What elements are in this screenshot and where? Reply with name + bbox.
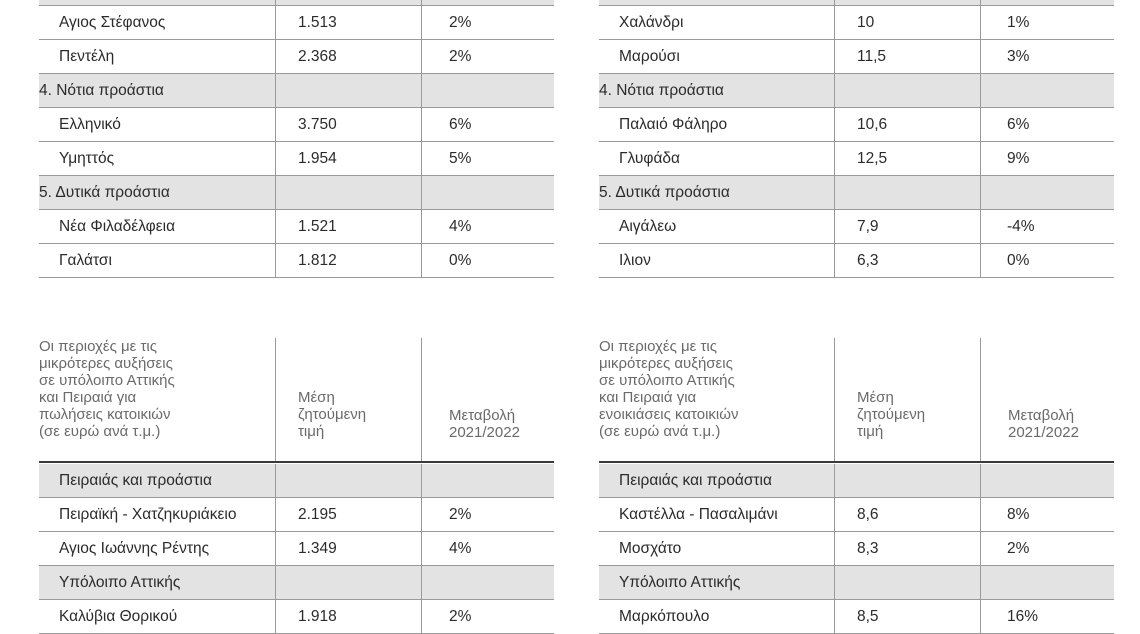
table-row	[39, 532, 554, 566]
area-cell: Μοσχάτο	[619, 539, 682, 557]
price-cell: 7,9	[834, 210, 980, 243]
table-row	[39, 244, 554, 278]
change-cell: 6%	[421, 108, 554, 141]
section-row	[39, 566, 554, 600]
section-row	[599, 464, 1114, 498]
table-row	[39, 6, 554, 40]
section-label: 5. Δυτικά προάστια	[599, 183, 730, 201]
area-cell: Γλυφάδα	[619, 149, 680, 167]
section-label: Υπόλοιπο Αττικής	[59, 573, 181, 591]
table-body	[599, 6, 1114, 278]
change-cell: 9%	[980, 142, 1114, 175]
section-label: 4. Νότια προάστια	[599, 81, 724, 99]
section-label: 5. Δυτικά προάστια	[39, 183, 170, 201]
table-row	[599, 532, 1114, 566]
area-cell: Πειραϊκή - Χατζηκυριάκειο	[59, 505, 237, 523]
price-cell: 12,5	[834, 142, 980, 175]
change-cell: 2%	[421, 6, 554, 39]
area-cell: Αιγάλεω	[619, 217, 677, 235]
price-cell: 6,3	[834, 244, 980, 277]
table-row	[599, 498, 1114, 532]
change-cell: 4%	[421, 532, 554, 565]
section-row	[39, 176, 554, 210]
table-row	[39, 142, 554, 176]
table-row	[599, 108, 1114, 142]
price-cell: 3.750	[275, 108, 421, 141]
table-header	[599, 338, 1114, 463]
section-label: 4. Νότια προάστια	[39, 81, 164, 99]
price-cell: 8,5	[834, 600, 980, 633]
price-cell: 1.812	[275, 244, 421, 277]
section-row	[599, 176, 1114, 210]
table-row	[39, 40, 554, 74]
area-cell: Αγιος Στέφανος	[59, 13, 166, 31]
area-cell: Νέα Φιλαδέλφεια	[59, 217, 176, 235]
price-cell: 1.513	[275, 6, 421, 39]
table-row	[599, 6, 1114, 40]
price-cell: 2.195	[275, 498, 421, 531]
change-cell: 4%	[421, 210, 554, 243]
change-cell: 2%	[421, 40, 554, 73]
area-cell: Παλαιό Φάληρο	[619, 115, 728, 133]
section-row	[599, 74, 1114, 108]
bottom-left-table	[39, 338, 554, 634]
table-row	[599, 40, 1114, 74]
change-cell: 3%	[980, 40, 1114, 73]
table-row	[599, 142, 1114, 176]
table-title: Οι περιοχές με τις μικρότερες αυξήσεις σε υπόλοιπο Αττικής και Πειραιά για ενοικιάσεις κατοικιών (σε ευρώ ανά τ.μ.)	[599, 338, 739, 440]
table-row	[39, 600, 554, 634]
change-cell: 8%	[980, 498, 1114, 531]
section-label: Πειραιάς και προάστια	[619, 471, 772, 489]
price-cell: 11,5	[834, 40, 980, 73]
table-row	[599, 600, 1114, 634]
table-row	[39, 210, 554, 244]
price-cell: 8,6	[834, 498, 980, 531]
price-cell: 1.521	[275, 210, 421, 243]
bottom-right-table	[599, 338, 1114, 634]
change-cell: 0%	[421, 244, 554, 277]
change-cell: -4%	[980, 210, 1114, 243]
change-cell: 0%	[980, 244, 1114, 277]
section-row	[39, 74, 554, 108]
change-cell: 2%	[421, 498, 554, 531]
table-row	[39, 108, 554, 142]
change-cell: 5%	[421, 142, 554, 175]
area-cell: Ιλιον	[619, 251, 651, 269]
area-cell: Καλύβια Θορικού	[59, 607, 178, 625]
area-cell: Μαρούσι	[619, 47, 680, 65]
area-cell: Αγιος Ιωάννης Ρέντης	[59, 539, 210, 557]
section-row	[39, 464, 554, 498]
table-row	[599, 210, 1114, 244]
table-body	[39, 6, 554, 278]
change-cell: 2%	[421, 600, 554, 633]
section-label: Υπόλοιπο Αττικής	[619, 573, 741, 591]
price-cell: 2.368	[275, 40, 421, 73]
section-row	[599, 566, 1114, 600]
price-cell: 1.954	[275, 142, 421, 175]
table-row	[39, 498, 554, 532]
price-column-header: Μέση ζητούμενη τιμή	[834, 338, 980, 461]
price-cell: 10	[834, 6, 980, 39]
table-row	[599, 244, 1114, 278]
area-cell: Πεντέλη	[59, 47, 115, 65]
area-cell: Ελληνικό	[59, 115, 121, 133]
price-cell: 8,3	[834, 532, 980, 565]
change-cell: 2%	[980, 532, 1114, 565]
change-cell: 16%	[980, 600, 1114, 633]
area-cell: Μαρκόπουλο	[619, 607, 710, 625]
area-cell: Υμηττός	[59, 149, 115, 167]
table-header	[39, 338, 554, 463]
change-cell: 1%	[980, 6, 1114, 39]
change-column-header: Μεταβολή 2021/2022	[421, 338, 554, 461]
area-cell: Καστέλλα - Πασαλιμάνι	[619, 505, 778, 523]
change-column-header: Μεταβολή 2021/2022	[980, 338, 1113, 461]
price-column-header: Μέση ζητούμενη τιμή	[275, 338, 421, 461]
area-cell: Γαλάτσι	[59, 251, 112, 269]
section-label: Πειραιάς και προάστια	[59, 471, 212, 489]
change-cell: 6%	[980, 108, 1114, 141]
price-cell: 1.349	[275, 532, 421, 565]
price-cell: 1.918	[275, 600, 421, 633]
area-cell: Χαλάνδρι	[619, 13, 684, 31]
table-title: Οι περιοχές με τις μικρότερες αυξήσεις σε υπόλοιπο Αττικής και Πειραιά για πωλήσεις κατοικιών (σε ευρώ ανά τ.μ.)	[39, 338, 175, 440]
price-cell: 10,6	[834, 108, 980, 141]
